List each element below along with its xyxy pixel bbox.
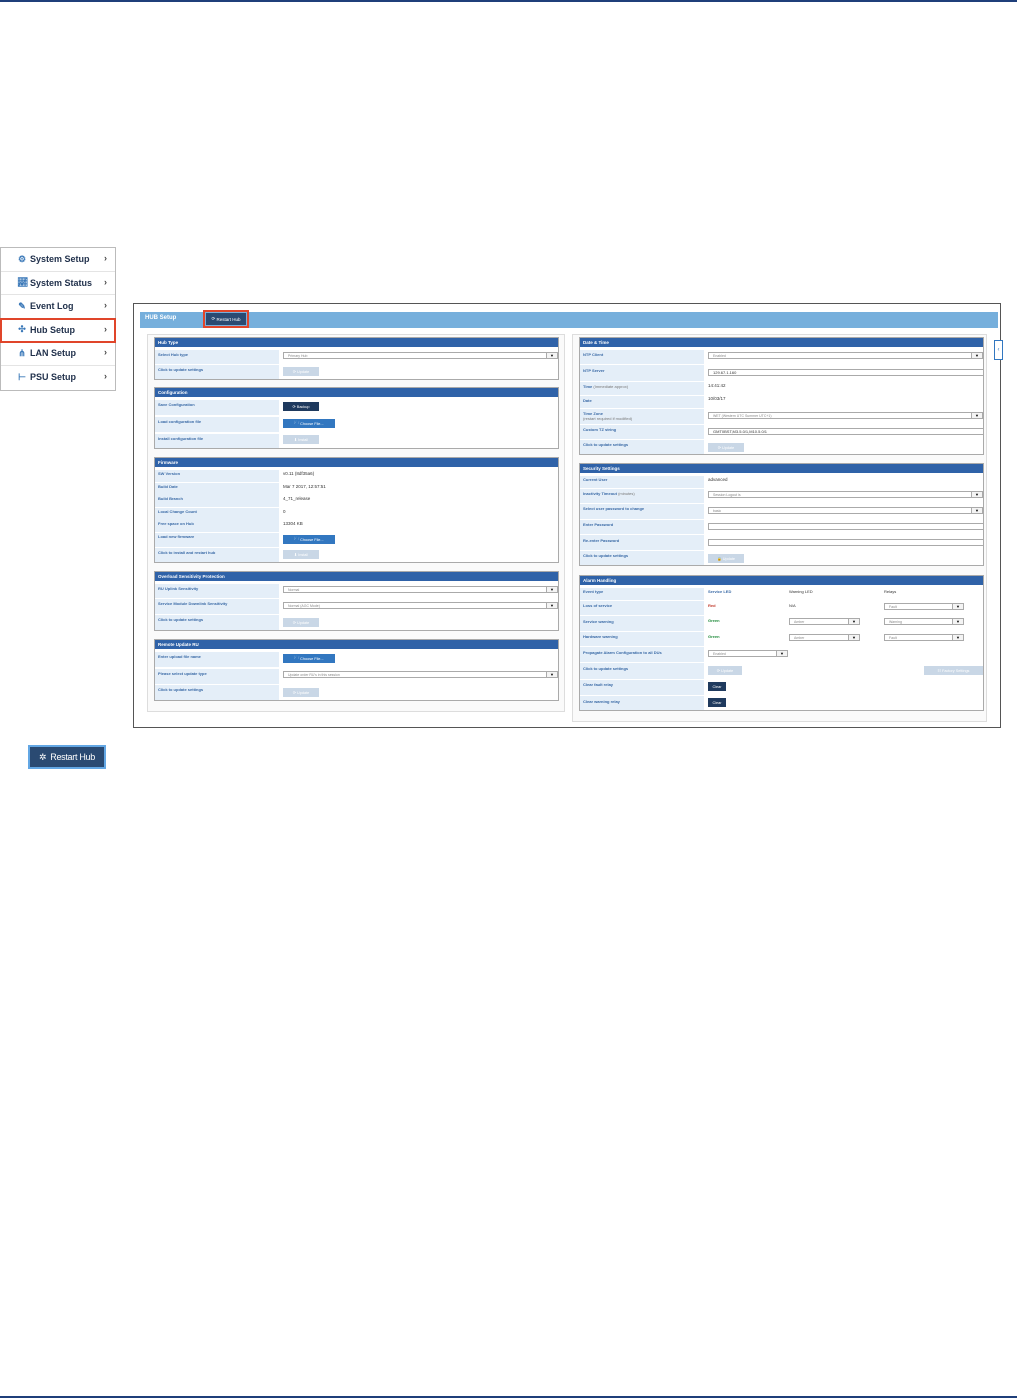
sw-version-value: v0.11 (8df35a6) [283, 471, 315, 476]
field-label: Click to update settings [580, 551, 704, 565]
field-label: Click to update settings [580, 663, 704, 679]
select-value: Update order RU's in this session [288, 673, 340, 677]
field-label: Date [580, 396, 704, 408]
hub-setup-screenshot [133, 303, 1001, 728]
relay-select[interactable] [884, 603, 964, 610]
choose-file-button[interactable]: 🗁 Choose File... [283, 419, 335, 428]
time-label: Time [583, 384, 593, 389]
clear-warning-button[interactable] [708, 698, 726, 707]
field-label: Load new firmware [155, 533, 279, 547]
relay-select[interactable] [884, 618, 964, 625]
build-date-value: Mar 7 2017, 12:57:51 [283, 484, 326, 489]
tz-note: (restart required if modified) [583, 416, 633, 421]
dropdown-arrow-icon: ▼ [848, 619, 859, 624]
field-label: Service Module Downlink Sensitivity [155, 599, 279, 614]
chevron-right-icon: › [104, 276, 107, 287]
update-button[interactable]: ⟳ Update [283, 367, 319, 376]
section-title: Firmware [155, 458, 558, 467]
select-value: basic [713, 509, 722, 513]
install-button[interactable]: ⬇ Install [283, 435, 319, 444]
factory-settings-button[interactable]: ☷ Factory Settings [924, 666, 983, 675]
field-label: Click to update settings [580, 440, 704, 454]
select-value: Normal (AGC Mode) [288, 604, 320, 608]
col-relays: Relays [884, 589, 897, 594]
time-zone-select[interactable] [708, 412, 983, 419]
button-label: Backup [296, 404, 310, 409]
select-value: Primary Hub [288, 354, 308, 358]
dropdown-arrow-icon: ▼ [546, 603, 557, 608]
button-label: Update [722, 556, 736, 561]
select-value: Normal [288, 588, 300, 592]
dropdown-arrow-icon: ▼ [546, 353, 557, 358]
choose-file-button[interactable]: 🗁 Choose File... [283, 535, 335, 544]
date-value: 10/03/17 [708, 396, 726, 401]
section-title: Security Settings [580, 464, 983, 473]
field-label: Click to install and restart hub [155, 548, 279, 562]
field-label: Current User [580, 476, 704, 488]
top-rule [0, 0, 1017, 2]
button-label: Choose File... [300, 537, 324, 542]
sidebar-item-label: Hub Setup [30, 324, 75, 335]
field-label: Hardware warning [580, 632, 704, 646]
button-label: Choose File... [300, 656, 324, 661]
field-label: RU Uplink Sensitivity [155, 584, 279, 598]
dropdown-arrow-icon: ▼ [848, 635, 859, 640]
field-label: Select Hub type [155, 350, 279, 364]
field-label: Install configuration file [155, 434, 279, 448]
dropdown-arrow-icon: ▼ [971, 508, 982, 513]
psu-icon: ⊢ [18, 371, 26, 382]
select-value: Fault [889, 636, 897, 640]
sidebar-item-label: LAN Setup [30, 348, 76, 359]
field-label: Free space on Hub [155, 520, 279, 532]
field-label: Service warning [580, 616, 704, 631]
chevron-right-icon: › [104, 323, 107, 334]
button-label: Choose File... [300, 421, 324, 426]
dropdown-arrow-icon: ▼ [971, 492, 982, 497]
collapse-panel-tab[interactable] [994, 340, 1003, 360]
col-service-led: Service LED [708, 589, 732, 594]
sidebar-item-system-status[interactable] [1, 272, 115, 296]
field-label [580, 409, 704, 424]
field-label: Local Change Count [155, 508, 279, 520]
service-module-select[interactable] [283, 602, 558, 609]
field-label: Build Date [155, 483, 279, 495]
update-button[interactable]: ⟳ Update [283, 688, 319, 697]
field-label: Click to update settings [155, 365, 279, 379]
field-label: Custom TZ string [580, 425, 704, 439]
field-label: Event type [580, 588, 704, 600]
field-label: Enter upload file name [155, 652, 279, 667]
chevron-right-icon: › [104, 370, 107, 381]
dropdown-arrow-icon: ▼ [952, 635, 963, 640]
hub-icon: ✣ [18, 324, 26, 335]
button-label: Install [298, 552, 309, 557]
button-label: Clear [712, 700, 722, 705]
button-label: Update [297, 369, 310, 374]
dropdown-arrow-icon: ▼ [776, 651, 787, 656]
dropdown-arrow-icon: ▼ [971, 353, 982, 358]
page-title: HUB Setup [145, 315, 177, 321]
clear-fault-button[interactable] [708, 682, 726, 691]
alarm-section [579, 575, 984, 711]
configuration-section [154, 387, 559, 449]
field-label: Clear warning relay [580, 696, 704, 710]
select-value: Fault [889, 605, 897, 609]
field-label: Click to update settings [155, 685, 279, 700]
button-label: Update [297, 620, 310, 625]
network-icon: ⋔ [18, 347, 26, 358]
field-label: Build Branch [155, 495, 279, 507]
hub-type-select[interactable] [283, 352, 558, 359]
current-user-value: advanced [708, 477, 728, 482]
reenter-password-input[interactable] [708, 539, 984, 546]
custom-tz-input[interactable]: GMT0BST,M3.5.0/1,M10.5.0/1 [708, 428, 984, 435]
sidebar-item-lan-setup[interactable] [1, 342, 115, 366]
update-button[interactable]: ⟳ Update [708, 443, 744, 452]
warning-led-select[interactable] [789, 618, 860, 625]
button-label: Factory Settings [942, 668, 970, 673]
field-label: Save Configuration [155, 400, 279, 415]
button-label: Update [297, 690, 310, 695]
build-branch-value: 4_71_release [283, 496, 311, 501]
time-note: (Immediate approx) [593, 384, 629, 389]
select-value: Amber [794, 620, 805, 624]
chart-icon: 📈︎ [17, 277, 29, 288]
sidebar-item-psu-setup[interactable] [1, 366, 115, 390]
field-label: Click to update settings [155, 615, 279, 630]
hub-type-section [154, 337, 559, 380]
field-label: Enter Password [580, 520, 704, 534]
sidebar-item-label: System Status [30, 277, 93, 288]
restart-hub-label: Restart Hub [216, 316, 241, 322]
section-title: Hub Type [155, 338, 558, 347]
dropdown-arrow-icon: ▼ [971, 413, 982, 418]
field-label: Loss of service [580, 601, 704, 615]
security-section [579, 463, 984, 566]
field-label: Select user password to change [580, 504, 704, 519]
button-label: Clear [712, 684, 722, 689]
service-led-value: Green [708, 634, 720, 639]
select-value: Amber [794, 636, 805, 640]
time-value: 14:41:42 [708, 383, 726, 388]
dropdown-arrow-icon: ▼ [546, 672, 557, 677]
field-label: Propagate Alarm Configuration to all DUs [580, 647, 704, 662]
service-led-value: Red [708, 603, 716, 608]
update-type-select[interactable] [283, 671, 558, 678]
section-title: Date & Time [580, 338, 983, 347]
remote-update-section [154, 639, 559, 701]
button-label: Install [298, 437, 309, 442]
col-warning-led: Warning LED [789, 589, 813, 594]
firmware-section [154, 457, 559, 563]
sidebar-menu [0, 247, 116, 391]
free-space-value: 13304 KB [283, 521, 303, 526]
dropdown-arrow-icon: ▼ [952, 604, 963, 609]
section-title: Configuration [155, 388, 558, 397]
date-time-section [579, 337, 984, 455]
gear-icon: ⚙ [17, 253, 27, 264]
select-value: Session Logout is [713, 493, 741, 497]
left-column [147, 334, 565, 712]
sidebar-item-event-log[interactable] [1, 295, 115, 319]
tz-label: Time Zone [583, 411, 603, 416]
section-title: Remote Update RU [155, 640, 558, 649]
select-value: WET (Western UTC Summer UTC+1) [713, 414, 772, 418]
right-column [572, 334, 987, 722]
restart-hub-label: Restart Hub [50, 752, 95, 762]
inactivity-timeout-select[interactable] [708, 491, 983, 498]
sidebar-item-hub-setup[interactable] [1, 319, 115, 343]
bottom-rule [0, 1396, 1017, 1398]
restart-hub-button-large[interactable] [28, 745, 106, 769]
chevron-right-icon: › [104, 300, 107, 310]
dropdown-arrow-icon: ▼ [546, 587, 557, 592]
service-led-value: Green [708, 618, 720, 623]
update-button[interactable]: ⟳ Update [283, 618, 319, 627]
chevron-right-icon: › [104, 253, 107, 263]
sidebar-item-label: PSU Setup [30, 372, 77, 383]
field-label [580, 489, 704, 503]
inactivity-label: Inactivity Timeout [583, 491, 617, 496]
edit-icon: ✎ [18, 300, 26, 311]
chevron-left-icon: ‹ [997, 347, 1000, 353]
restart-hub-button[interactable]: ⟳ Restart Hub [206, 313, 246, 325]
sidebar-item-system-setup[interactable] [1, 248, 115, 272]
ru-uplink-select[interactable] [283, 586, 558, 593]
propagate-select[interactable] [708, 650, 788, 657]
field-label: Please select update type [155, 669, 279, 684]
field-label [580, 382, 704, 395]
field-label: Clear fault relay [580, 680, 704, 695]
button-label: Update [721, 668, 734, 673]
field-label: Load configuration file [155, 417, 279, 432]
select-value: Enabled [713, 354, 726, 358]
inactivity-note: (minutes) [618, 491, 635, 496]
password-user-select[interactable] [708, 507, 983, 514]
ntp-client-select[interactable] [708, 352, 983, 359]
sidebar-item-label: Event Log [30, 301, 74, 312]
field-label: NTP Server [580, 365, 704, 381]
field-label: Re-enter Password [580, 535, 704, 550]
hub-setup-header [140, 312, 998, 328]
password-input[interactable] [708, 523, 984, 530]
field-label: SW Version [155, 470, 279, 482]
select-value: Enabled [713, 652, 726, 656]
chevron-right-icon: › [104, 347, 107, 357]
section-title: Alarm Handling [580, 576, 983, 585]
local-change-count-value: 0 [283, 509, 286, 514]
install-firmware-button[interactable]: ⬇ Install [283, 550, 319, 559]
select-value: Warning [889, 620, 902, 624]
overload-section [154, 571, 559, 631]
ntp-server-input[interactable]: 129.67.1.160 [708, 369, 984, 376]
field-label: NTP Client [580, 350, 704, 364]
dropdown-arrow-icon: ▼ [952, 619, 963, 624]
relay-select[interactable] [884, 634, 964, 641]
gear-icon: ✲ [39, 751, 47, 762]
backup-button[interactable]: ⟳ Backup [283, 402, 319, 411]
update-button[interactable]: 🔒 Update [708, 554, 744, 563]
section-title: Overload Sensitivity Protection [155, 572, 558, 581]
update-button[interactable]: ⟳ Update [708, 666, 742, 675]
button-label: Update [722, 445, 735, 450]
warning-led-select[interactable] [789, 634, 860, 641]
warning-led-value: N/A [789, 603, 796, 608]
sidebar-item-label: System Setup [30, 254, 90, 265]
choose-file-button[interactable]: 🗁 Choose File... [283, 654, 335, 663]
